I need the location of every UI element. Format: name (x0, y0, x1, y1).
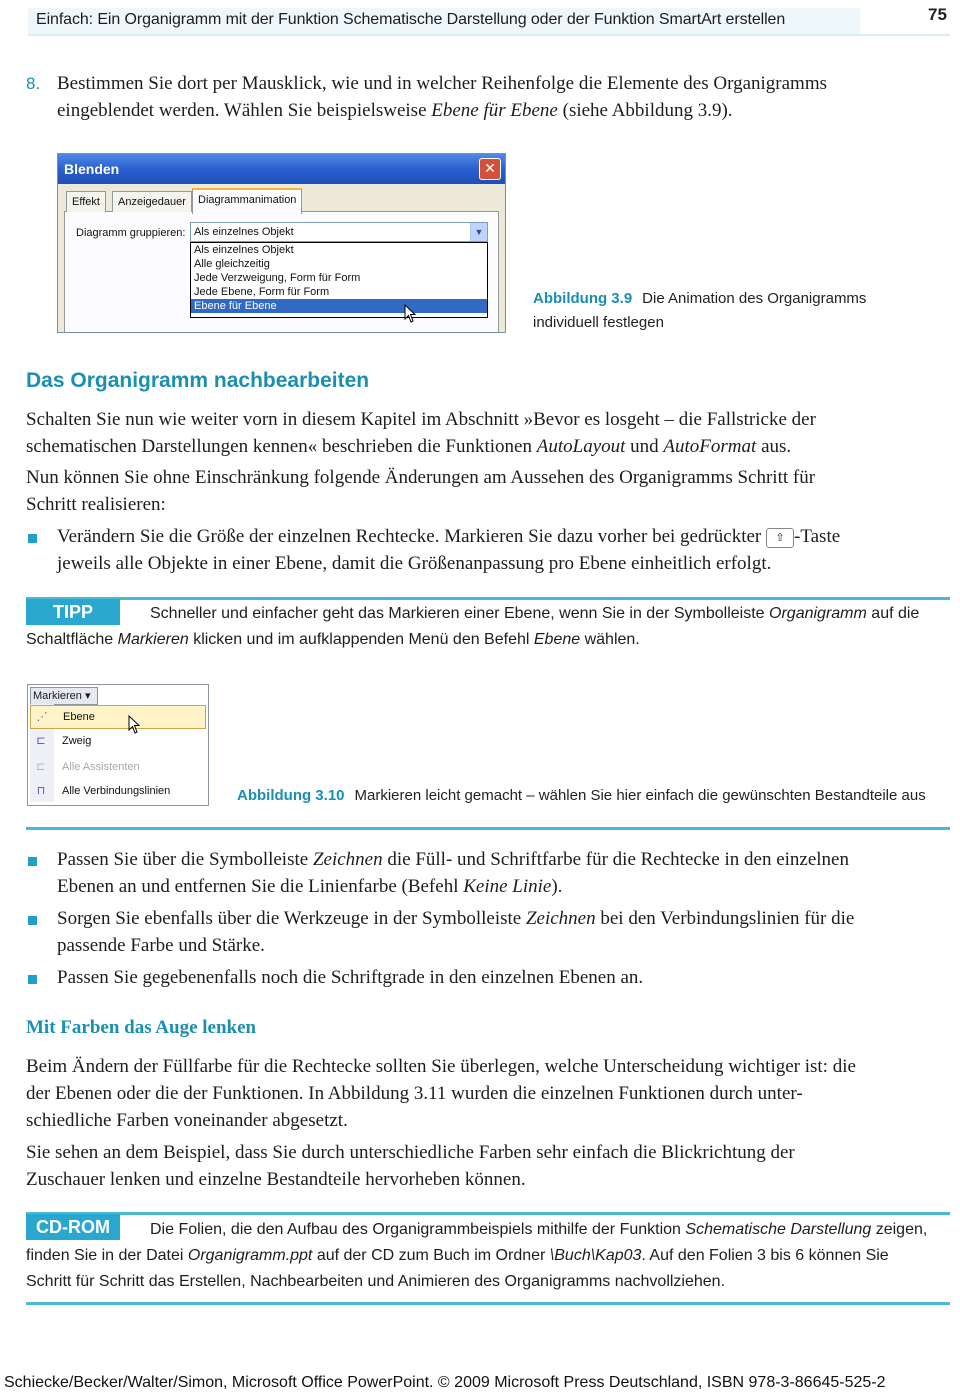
cdrom-line-3: Schritt für Schritt das Erstellen, Nachbearbeiten und Animieren des Organigramms nachvollziehen. (26, 1273, 726, 1290)
cdrom-bottom-rule (26, 1302, 950, 1305)
section-2-paragraph-1: Beim Ändern der Füllfarbe für die Rechtecke sollten Sie überlegen, welche Unterscheidung wichtiger ist: die der Ebenen oder die der Funktionen. In Abbildung 3.11 wurden die einzelnen Funktionen durch unter- schiedliche Farben voneinander abgesetzt. (26, 1056, 856, 1131)
page-number: 75 (928, 5, 947, 24)
step-number: 8. (26, 74, 41, 93)
branch-icon: ⊏ (36, 734, 46, 747)
subsection-heading: Mit Farben das Auge lenken (26, 1017, 257, 1038)
menu-item-alle-verbindungslinien[interactable]: ⊓ Alle Verbindungslinien (30, 780, 204, 802)
tip-line-2: Schaltfläche Markieren klicken und im aufklappenden Menü den Befehl Ebene wählen. (26, 631, 640, 648)
bullet-marker (28, 857, 37, 866)
step-8-line-2: eingeblendet werden. Wählen Sie beispielsweise Ebene für Ebene (siehe Abbildung 3.9). (57, 100, 733, 121)
cdrom-line-2: finden Sie in der Datei Organigramm.ppt auf der CD zum Buch im Ordner \Buch\Kap03. Auf den Folien 3 bis 6 können Sie (26, 1247, 889, 1264)
option-jede-ebene[interactable]: Jede Ebene, Form für Form (194, 286, 330, 298)
option-ebene-fuer-ebene[interactable]: Ebene für Ebene (191, 299, 487, 313)
cdrom-line-1: Die Folien, die den Aufbau des Organigrammbeispiels mithilfe der Funktion Schematische Darstellung zeigen, (150, 1221, 928, 1238)
mouse-cursor-icon (128, 715, 142, 735)
bullet-item-2: Passen Sie über die Symbolleiste Zeichnen die Füll- und Schriftfarbe für die Rechtecke in den einzelnen Ebenen an und entfernen Sie die Linienfarbe (Befehl Keine Linie). (57, 849, 849, 897)
option-jede-verzweigung[interactable]: Jede Verzweigung, Form für Form (194, 272, 361, 284)
cdrom-badge: CD-ROM (26, 1214, 120, 1240)
step-8-line-1: Bestimmen Sie dort per Mausklick, wie und in welcher Reihenfolge die Elemente des Organigramms (57, 73, 828, 94)
shift-key-icon: ⇧ (766, 528, 794, 548)
menu-item-ebene[interactable]: ⋰ Ebene (30, 705, 206, 729)
figure-3-9-label: Abbildung 3.9 (533, 290, 633, 307)
bullet-marker (28, 916, 37, 925)
tip-top-rule (26, 597, 950, 600)
tab-effekt[interactable]: Effekt (66, 191, 106, 212)
bullet-item-3: Sorgen Sie ebenfalls über die Werkzeuge in der Symbolleiste Zeichnen bei den Verbindungslinien für die passende Farbe und Stärke. (57, 908, 855, 956)
chevron-down-icon[interactable]: ▼ (470, 223, 487, 241)
bullet-item-4: Passen Sie gegebenenfalls noch die Schriftgrade in den einzelnen Ebenen an. (57, 967, 644, 988)
group-label: Diagramm gruppieren: (76, 227, 186, 239)
step-8-text (57, 70, 952, 124)
group-select-value: Als einzelnes Objekt (194, 226, 294, 238)
bullet-marker (28, 975, 37, 984)
level-icon: ⋰ (36, 710, 48, 723)
mouse-cursor-icon (404, 304, 418, 324)
markieren-menu (27, 684, 209, 806)
menu-item-alle-assistenten: ⊏ Alle Assistenten (30, 756, 204, 778)
dialog-title: Blenden (64, 161, 120, 177)
option-alle-gleichzeitig[interactable]: Alle gleichzeitig (194, 258, 270, 270)
section-2-paragraph-2: Sie sehen an dem Beispiel, dass Sie durch unterschiedliche Farben sehr einfach die Blickrichtung der Zuschauer lenken und einzelne Bestandteile hervorheben können. (26, 1142, 795, 1190)
bullet-item-1: Verändern Sie die Größe der einzelnen Rechtecke. Markieren Sie dazu vorher bei gedrückter ⇧ -Taste jeweils alle Objekte in einer Ebene, damit die Größenanpassung pro Ebene einheitlich erfolgt. (57, 526, 841, 574)
footer-citation: Schiecke/Becker/Walter/Simon, Microsoft Office PowerPoint. © 2009 Microsoft Press Deutschland, ISBN 978-3-86645-525-2 (4, 1374, 886, 1391)
option-einzelnes-objekt[interactable]: Als einzelnes Objekt (194, 244, 294, 256)
tab-diagrammanimation[interactable]: Diagrammanimation (192, 188, 302, 214)
close-icon[interactable]: ✕ (479, 158, 501, 180)
section-1-paragraph-2: Nun können Sie ohne Einschränkung folgende Änderungen am Aussehen des Organigramms Schritt für Schritt realisieren: (26, 467, 816, 515)
figure-3-10-label: Abbildung 3.10 (237, 787, 345, 804)
running-header: Einfach: Ein Organigramm mit der Funktion Schematische Darstellung oder der Funktion SmartArt erstellen (36, 11, 786, 28)
markieren-button[interactable]: Markieren ▾ (30, 687, 98, 705)
assistant-icon: ⊏ (36, 760, 46, 773)
figure-3-10-caption: Abbildung 3.10 Markieren leicht gemacht – wählen Sie hier einfach die gewünschten Bestandteile aus (237, 787, 926, 804)
section-heading: Das Organigramm nachbearbeiten (26, 369, 370, 392)
menu-item-zweig[interactable]: ⊏ Zweig (30, 730, 204, 752)
cdrom-top-rule (26, 1212, 950, 1215)
group-options-list (190, 242, 488, 318)
tip-line-1: Schneller und einfacher geht das Markieren einer Ebene, wenn Sie in der Symbolleiste Organigramm auf die (150, 605, 920, 622)
header-divider (28, 34, 950, 36)
bullet-marker (28, 534, 37, 543)
section-1-paragraph-1: Schalten Sie nun wie weiter vorn in diesem Kapitel im Abschnitt »Bevor es losgeht – die Fallstricke der schematischen Darstellungen kennen« beschrieben die Funktionen AutoLayout und AutoFormat aus. (26, 409, 816, 457)
dialog-titlebar (58, 154, 505, 184)
tip-bottom-rule (26, 827, 950, 830)
tab-anzeigedauer[interactable]: Anzeigedauer (112, 191, 192, 212)
figure-3-9-caption: Abbildung 3.9 Die Animation des Organigramms individuell festlegen (533, 290, 867, 331)
connector-icon: ⊓ (36, 784, 46, 797)
blenden-dialog (57, 153, 506, 333)
tip-badge: TIPP (26, 599, 120, 625)
group-select[interactable] (190, 222, 488, 242)
